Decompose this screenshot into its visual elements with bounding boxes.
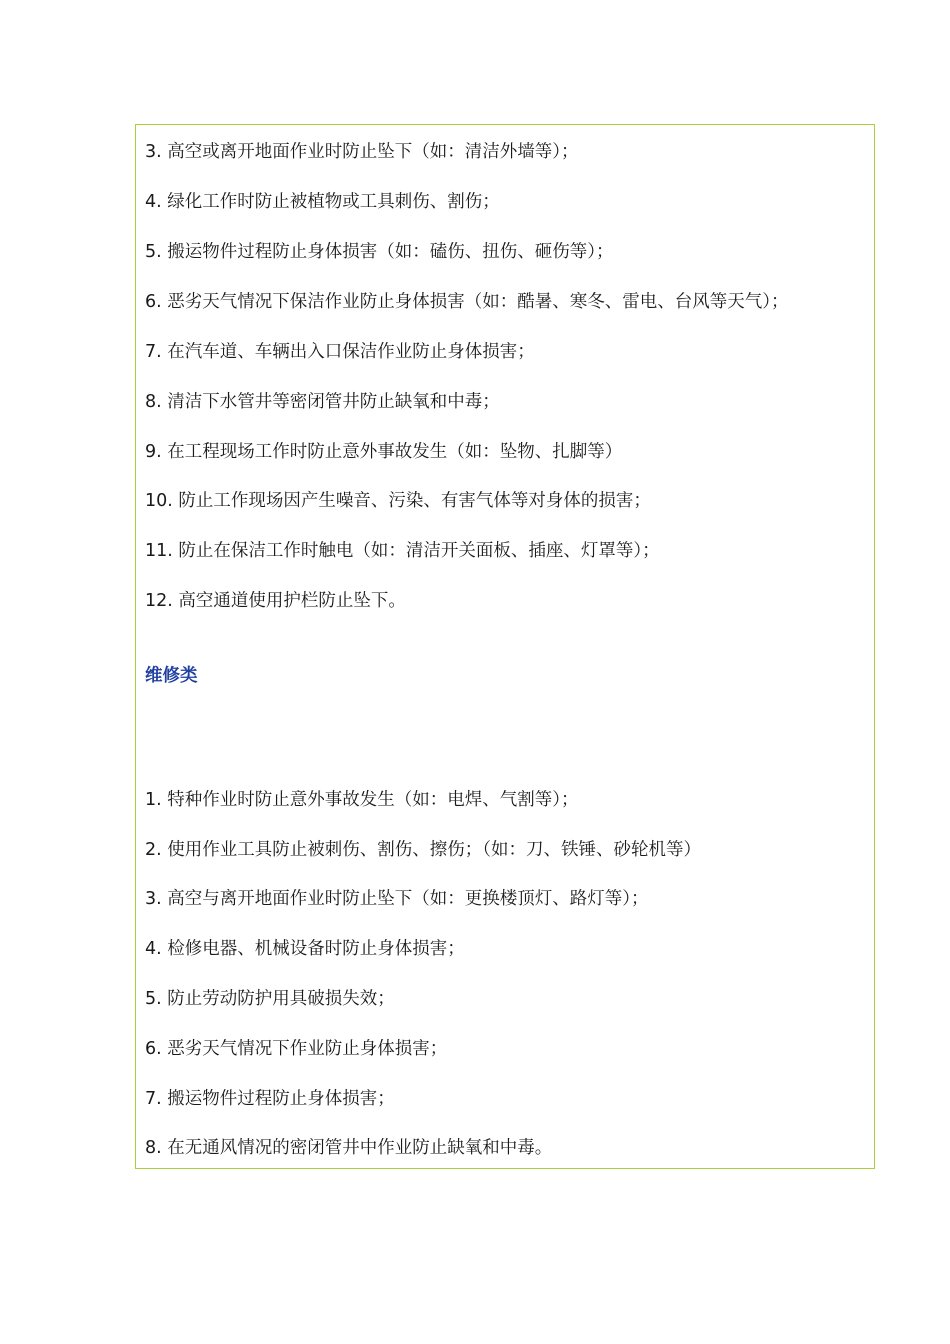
list-item: 5. 搬运物件过程防止身体损害（如：磕伤、扭伤、砸伤等）；: [145, 242, 614, 262]
list-item: 8. 清洁下水管井等密闭管井防止缺氧和中毒；: [145, 392, 500, 412]
section-heading-maintenance: 维修类: [145, 666, 198, 686]
content-box: [135, 124, 875, 1169]
list-item: 2. 使用作业工具防止被刺伤、割伤、擦伤；（如：刀、铁锤、砂轮机等）: [145, 840, 702, 860]
list-item: 8. 在无通风情况的密闭管井中作业防止缺氧和中毒。: [145, 1138, 553, 1158]
list-item: 7. 在汽车道、车辆出入口保洁作业防止身体损害；: [145, 342, 535, 362]
list-item: 4. 绿化工作时防止被植物或工具刺伤、割伤；: [145, 192, 500, 212]
list-item: 6. 恶劣天气情况下保洁作业防止身体损害（如：酷暑、寒冬、雷电、台风等天气）；: [145, 292, 789, 312]
list-item: 4. 检修电器、机械设备时防止身体损害；: [145, 939, 465, 959]
list-item: 11. 防止在保洁工作时触电（如：清洁开关面板、插座、灯罩等）；: [145, 541, 660, 561]
list-item: 10. 防止工作现场因产生噪音、污染、有害气体等对身体的损害；: [145, 491, 651, 511]
list-item: 3. 高空或离开地面作业时防止坠下（如：清洁外墙等）；: [145, 142, 579, 162]
list-item: 9. 在工程现场工作时防止意外事故发生（如：坠物、扎脚等）: [145, 442, 623, 462]
list-item: 7. 搬运物件过程防止身体损害；: [145, 1089, 395, 1109]
list-item: 3. 高空与离开地面作业时防止坠下（如：更换楼顶灯、路灯等）；: [145, 889, 649, 909]
list-item: 1. 特种作业时防止意外事故发生（如：电焊、气割等）；: [145, 790, 579, 810]
list-item: 12. 高空通道使用护栏防止坠下。: [145, 591, 406, 611]
list-item: 6. 恶劣天气情况下作业防止身体损害；: [145, 1039, 448, 1059]
list-item: 5. 防止劳动防护用具破损失效；: [145, 989, 395, 1009]
